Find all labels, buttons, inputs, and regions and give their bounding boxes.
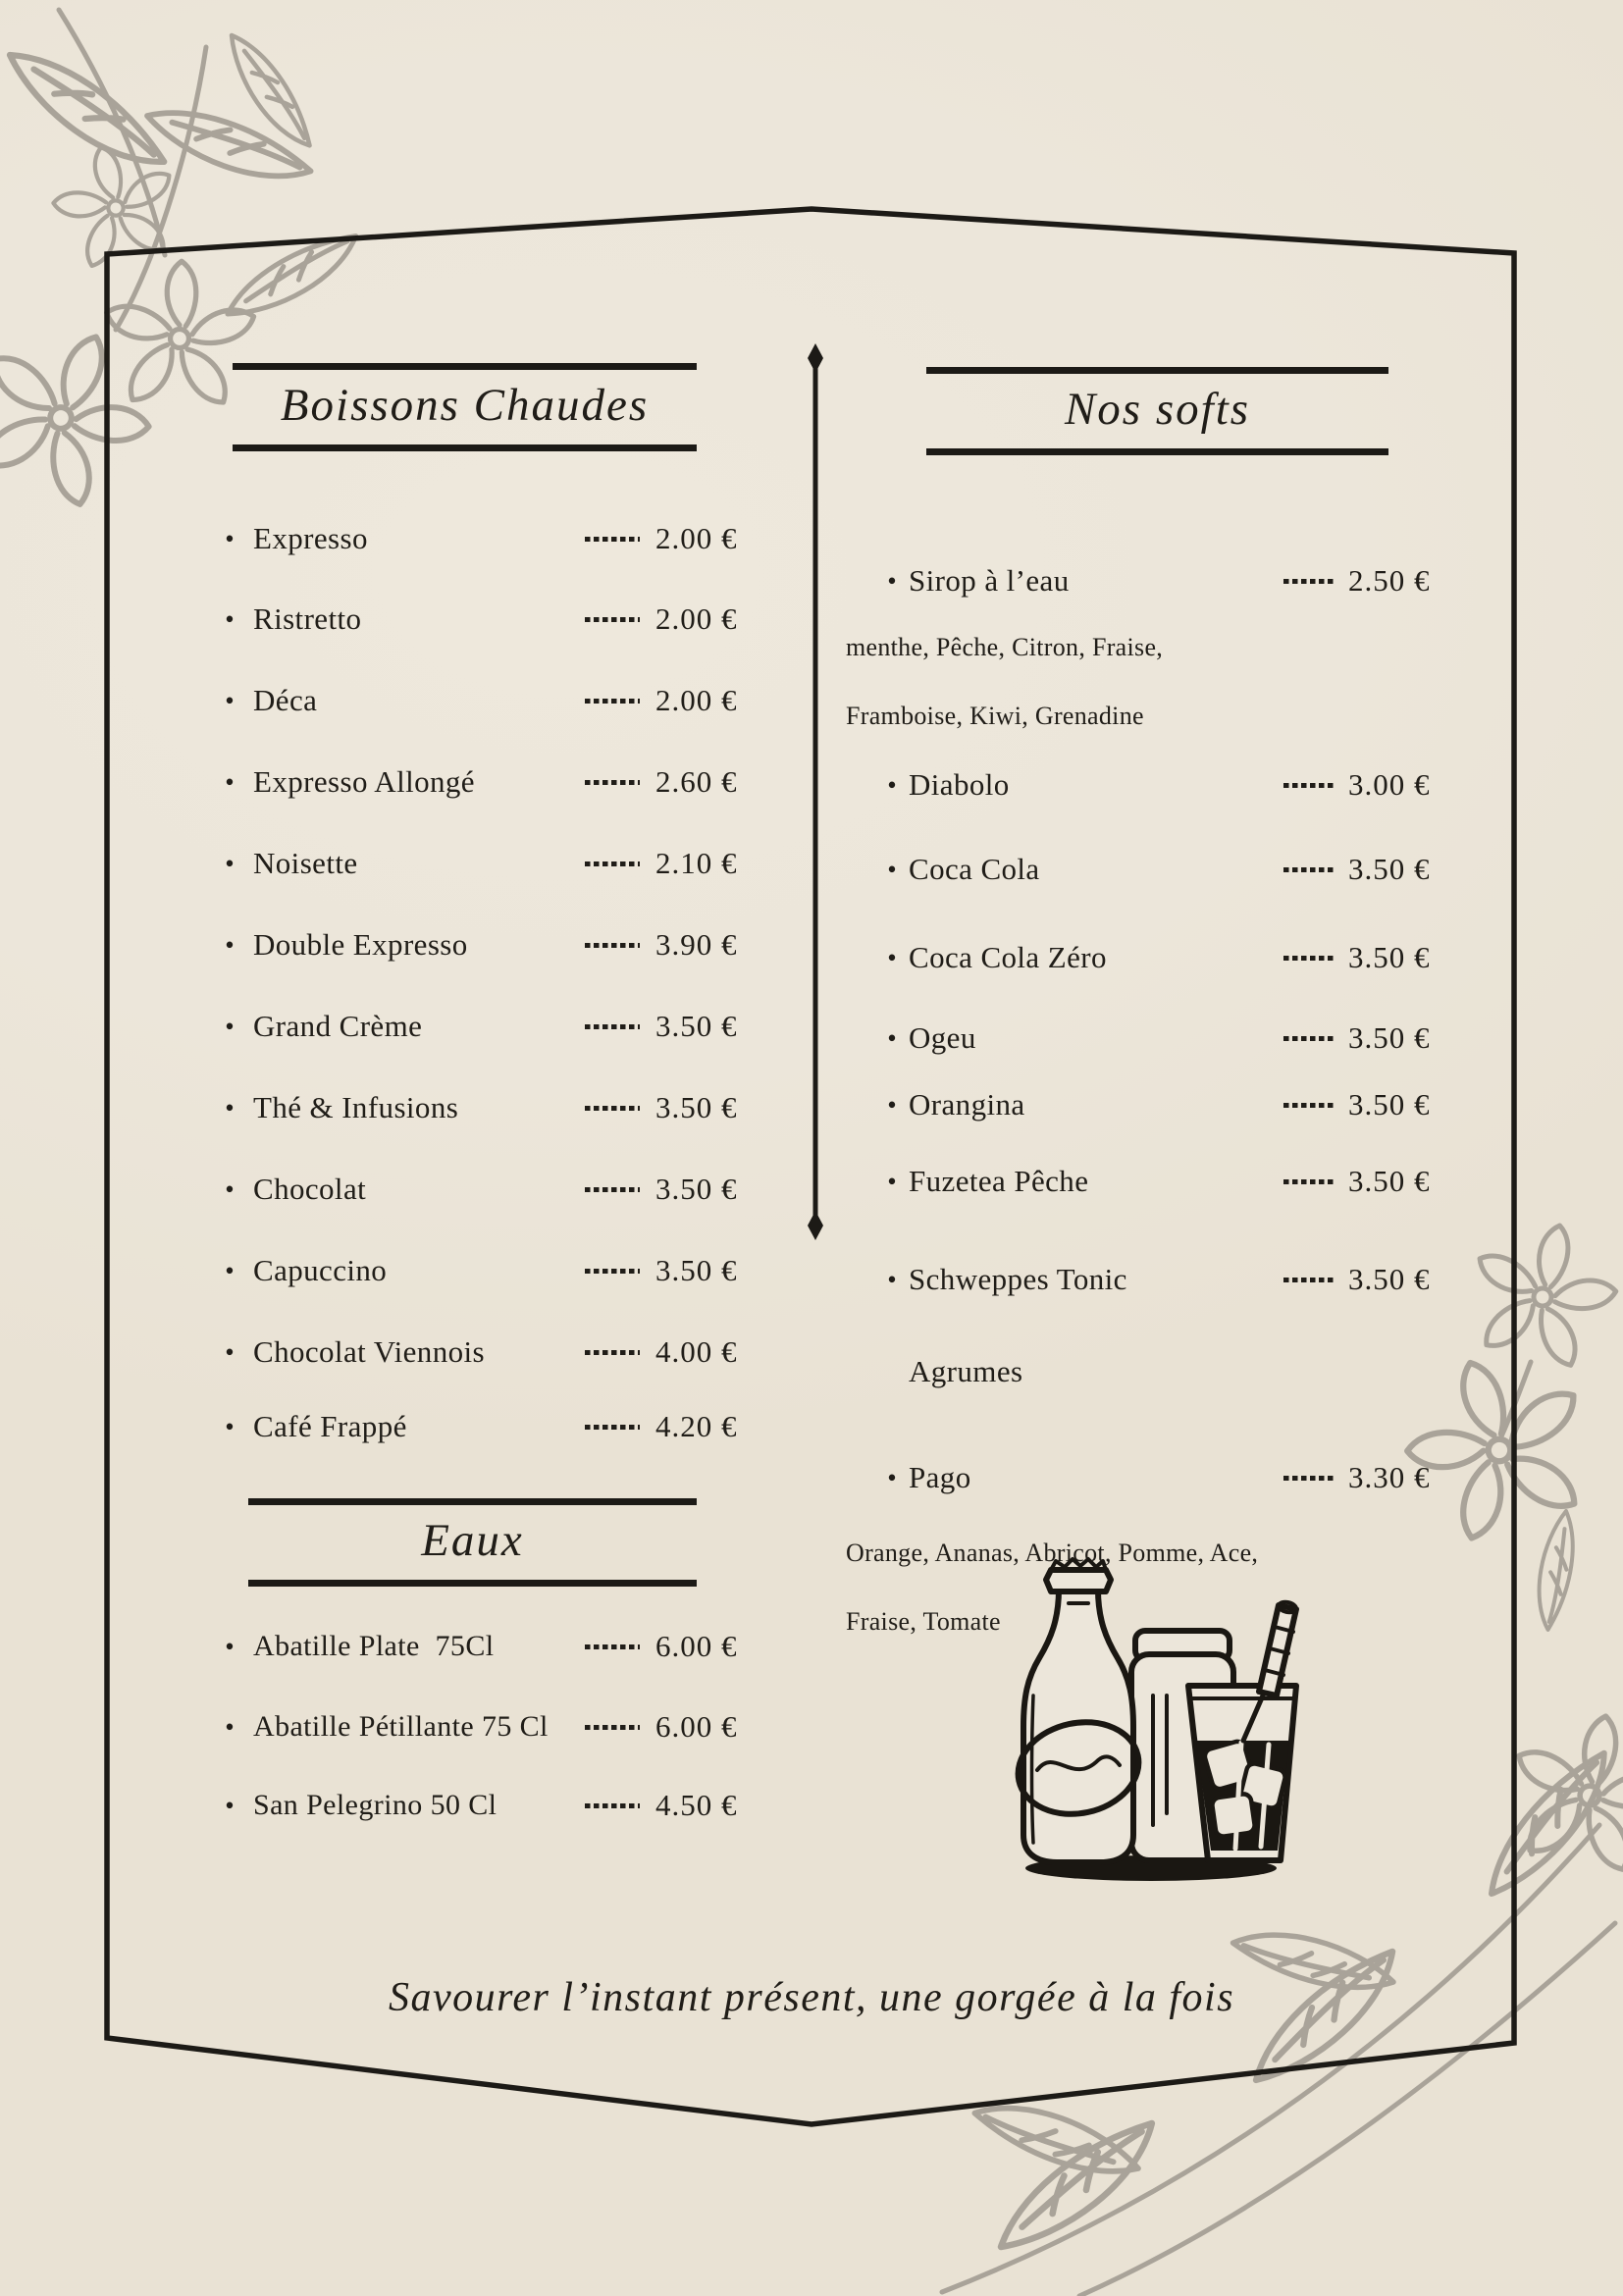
bullet-icon: • — [887, 854, 897, 884]
item-price: 4.20 € — [655, 1409, 738, 1443]
item-name: Fuzetea Pêche — [909, 1164, 1089, 1198]
item-price: 3.50 € — [1348, 1164, 1431, 1198]
dotted-leader — [585, 1425, 640, 1430]
glass-icon — [1188, 1686, 1296, 1860]
divider-diamond-top-icon — [808, 343, 823, 373]
bullet-icon: • — [225, 1631, 235, 1661]
bullet-icon: • — [225, 766, 235, 797]
dotted-leader — [585, 1187, 640, 1192]
menu-item-row — [206, 1331, 775, 1374]
item-name: Chocolat Viennois — [253, 1334, 485, 1369]
item-name: San Pelegrino 50 Cl — [253, 1789, 497, 1821]
dotted-leader — [585, 1106, 640, 1111]
illustration-shadow — [1025, 1855, 1277, 1881]
menu-item-row — [206, 1086, 775, 1129]
menu-item-row — [206, 679, 775, 722]
bullet-icon: • — [225, 1092, 235, 1122]
item-name: Café Frappé — [253, 1409, 407, 1443]
menu-item-row — [206, 842, 775, 885]
menu-item-row — [206, 598, 775, 641]
item-name: Expresso Allongé — [253, 764, 475, 799]
footer-tagline: Savourer l’instant présent, une gorgée à la fois — [388, 1975, 1235, 2020]
item-name: Schweppes Tonic — [909, 1262, 1127, 1296]
bullet-icon: • — [225, 929, 235, 960]
bullet-icon: • — [225, 1255, 235, 1285]
item-price: 3.50 € — [1348, 1087, 1431, 1122]
menu-item-row — [846, 1017, 1464, 1060]
dotted-leader — [585, 861, 640, 866]
menu-item-row — [846, 1456, 1464, 1499]
menu-item-row — [206, 1168, 775, 1211]
item-price: 2.60 € — [655, 764, 738, 799]
item-price: 3.50 € — [1348, 940, 1431, 974]
bullet-icon: • — [225, 1336, 235, 1367]
bottle-label-script — [1037, 1756, 1120, 1770]
item-note: menthe, Pêche, Citron, Fraise, — [846, 633, 1164, 661]
dotted-leader — [585, 1803, 640, 1808]
item-price: 2.00 € — [655, 521, 738, 555]
menu-item-row — [206, 1625, 775, 1668]
menu-item-row — [206, 1405, 775, 1448]
dotted-leader — [1283, 1278, 1335, 1282]
dotted-leader — [585, 699, 640, 704]
menu-item-row — [206, 1784, 775, 1827]
item-name: Abatille Plate 75Cl — [253, 1630, 495, 1662]
item-name: Ristretto — [253, 601, 362, 636]
item-name: Double Expresso — [253, 927, 468, 962]
dotted-leader — [585, 1725, 640, 1730]
item-price: 3.50 € — [655, 1009, 738, 1043]
section-title-waters: Eaux — [248, 1498, 697, 1587]
menu-item-row — [846, 936, 1464, 979]
bullet-icon: • — [225, 1011, 235, 1041]
dotted-leader — [585, 1269, 640, 1274]
item-price: 3.50 € — [655, 1090, 738, 1124]
menu-item-row — [846, 763, 1464, 807]
item-name: Abatille Pétillante 75 Cl — [253, 1710, 549, 1743]
menu-item-row — [846, 559, 1464, 602]
drinks-illustration — [986, 1548, 1320, 1887]
item-name: Noisette — [253, 846, 358, 880]
item-price: 3.50 € — [655, 1172, 738, 1206]
item-price: 3.50 € — [1348, 1262, 1431, 1296]
jar-icon — [1131, 1631, 1233, 1860]
bullet-icon: • — [887, 1022, 897, 1053]
item-price: 3.00 € — [1348, 767, 1431, 802]
item-name: Capuccino — [253, 1253, 388, 1287]
item-name: Thé & Infusions — [253, 1090, 459, 1124]
menu-item-row — [206, 1705, 775, 1748]
dotted-leader — [1283, 1476, 1335, 1481]
menu-item-row — [206, 760, 775, 804]
menu-item-row — [206, 1005, 775, 1048]
item-name: Coca Cola — [909, 852, 1040, 886]
bullet-icon: • — [887, 1166, 897, 1196]
item-name: Diabolo — [909, 767, 1010, 802]
bullet-icon: • — [887, 565, 897, 596]
item-price: 3.90 € — [655, 927, 738, 962]
item-price: 2.00 € — [655, 683, 738, 717]
item-name: Déca — [253, 683, 318, 717]
dotted-leader — [1283, 867, 1335, 872]
menu-item-row — [206, 923, 775, 966]
item-price: 2.50 € — [1348, 563, 1431, 598]
item-name: Pago — [909, 1460, 971, 1494]
item-price: 4.00 € — [655, 1334, 738, 1369]
bullet-icon: • — [225, 1411, 235, 1441]
menu-item-row — [846, 1258, 1464, 1301]
item-name: Chocolat — [253, 1172, 367, 1206]
dotted-leader — [585, 1024, 640, 1029]
bullet-icon: • — [887, 1089, 897, 1120]
item-name: Expresso — [253, 521, 368, 555]
bullet-icon: • — [225, 1790, 235, 1820]
bullet-icon: • — [887, 942, 897, 972]
bullet-icon: • — [225, 848, 235, 878]
menu-item-row — [846, 1160, 1464, 1203]
item-price: 4.50 € — [655, 1788, 738, 1822]
dotted-leader — [1283, 1103, 1335, 1108]
item-price: 3.50 € — [655, 1253, 738, 1287]
bullet-icon: • — [225, 523, 235, 553]
column-divider — [808, 343, 823, 1240]
dotted-leader — [585, 1644, 640, 1649]
item-name: Ogeu — [909, 1020, 976, 1055]
item-price: 6.00 € — [655, 1629, 738, 1663]
item-name: Orangina — [909, 1087, 1025, 1122]
menu-item-row — [846, 1083, 1464, 1126]
bullet-icon: • — [225, 603, 235, 634]
dotted-leader — [585, 537, 640, 542]
bottle-icon — [1010, 1559, 1147, 1862]
item-note: Framboise, Kiwi, Grenadine — [846, 702, 1144, 730]
menu-item-row — [846, 848, 1464, 891]
dotted-leader — [1283, 1179, 1335, 1184]
dotted-leader — [585, 1350, 640, 1355]
bullet-icon: • — [225, 1711, 235, 1742]
bullet-icon: • — [225, 1174, 235, 1204]
item-note: Orange, Ananas, Abricot, Pomme, Ace, — [846, 1539, 1259, 1567]
straw-icon — [1243, 1600, 1297, 1741]
dotted-leader — [1283, 956, 1335, 961]
dotted-leader — [1283, 579, 1335, 584]
item-name: Coca Cola Zéro — [909, 940, 1107, 974]
bullet-icon: • — [887, 1264, 897, 1294]
dotted-leader — [585, 617, 640, 622]
bullet-icon: • — [887, 1462, 897, 1492]
item-name: Sirop à l’eau — [909, 563, 1070, 598]
section-title-hot-drinks: Boissons Chaudes — [233, 363, 697, 451]
dotted-leader — [585, 780, 640, 785]
item-price: 2.00 € — [655, 601, 738, 636]
item-name-continuation: Agrumes — [909, 1354, 1023, 1388]
menu-item-row — [206, 517, 775, 560]
section-title-softs: Nos softs — [926, 367, 1388, 455]
dotted-leader — [1283, 1036, 1335, 1041]
bullet-icon: • — [225, 685, 235, 715]
item-price: 6.00 € — [655, 1709, 738, 1744]
item-name: Grand Crème — [253, 1009, 423, 1043]
divider-diamond-bottom-icon — [808, 1211, 823, 1240]
item-price: 2.10 € — [655, 846, 738, 880]
item-price: 3.50 € — [1348, 1020, 1431, 1055]
menu-item-row — [206, 1249, 775, 1292]
item-price: 3.30 € — [1348, 1460, 1431, 1494]
dotted-leader — [585, 943, 640, 948]
bullet-icon: • — [887, 769, 897, 800]
item-note: Fraise, Tomate — [846, 1607, 1001, 1636]
dotted-leader — [1283, 783, 1335, 788]
item-price: 3.50 € — [1348, 852, 1431, 886]
